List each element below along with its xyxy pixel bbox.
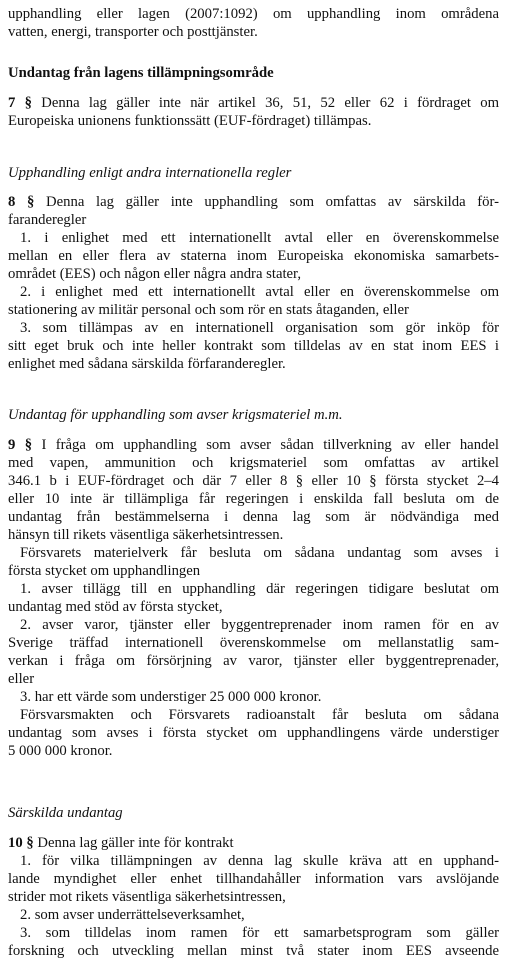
paragraph-10-line: strider mot rikets väsentliga säkerhetsintressen, <box>8 889 286 905</box>
paragraph-8-line: enlighet med sådana särskilda förfaranderegler. <box>8 356 286 372</box>
paragraph-8-line: sitt eget bruk och inte heller kontrakt som tilldelas av en stat inom EES i <box>8 338 499 354</box>
section-heading: Undantag från lagens tillämpningsområde <box>8 65 274 81</box>
paragraph-9-line: undantag som avses i första stycket om upphandlingens värde understiger <box>8 725 499 741</box>
paragraph-number: 10 § <box>8 835 34 851</box>
paragraph-9-line: 3. har ett värde som understiger 25 000 000 kronor. <box>20 689 322 705</box>
paragraph-8-line: 8 § Denna lag gäller inte upphandling som omfattas av särskilda för- <box>8 194 500 210</box>
paragraph-10-line: 10 § Denna lag gäller inte för kontrakt <box>8 835 234 851</box>
paragraph-9-line: hänsyn till rikets väsentliga säkerhetsintressen. <box>8 527 284 543</box>
paragraph-number: 8 § <box>8 194 35 210</box>
paragraph-9-line: undantag från bestämmelserna i denna lag som är nödvändiga med <box>8 509 499 525</box>
paragraph-9-line: eller <box>8 671 35 687</box>
paragraph-7-line: 7 § Denna lag gäller inte när artikel 36, 51, 52 eller 62 i fördraget om <box>8 95 499 111</box>
paragraph-8-line: 3. som tillämpas av en internationell organisation som gör inköp för <box>20 320 499 336</box>
paragraph-8-line: området (EES) och någon eller några andra stater, <box>8 266 302 282</box>
paragraph-8-line: 1. i enlighet med ett internationellt avtal eller en överenskommelse <box>20 230 499 246</box>
section-heading: Undantag för upphandling som avser krigsmateriel m.m. <box>8 407 343 423</box>
paragraph-8-line: 2. i enlighet med ett internationellt avtal eller en överenskommelse om <box>20 284 499 300</box>
section-heading: Upphandling enligt andra internationella regler <box>8 165 292 181</box>
paragraph-9-line: första stycket om upphandlingen <box>8 563 201 579</box>
paragraph-10-line: lande myndighet eller enhet tillhandahåller information vars avslöjande <box>8 871 499 887</box>
paragraph-9-line: Sverige träffad internationell överenskommelse om mellanstatlig sam- <box>8 635 499 651</box>
paragraph-9-line: 2. avser varor, tjänster eller byggentreprenader inom ramen för en av <box>20 617 499 633</box>
paragraph-9-line: 9 § I fråga om upphandling som avser sådan tillverkning av eller handel <box>8 437 499 453</box>
paragraph-10-line: 2. som avser underrättelseverksamhet, <box>20 907 245 923</box>
paragraph-10-line: 3. som tilldelas inom ramen för ett samarbetsprogram som gäller <box>20 925 499 941</box>
paragraph-9-line: 5 000 000 kronor. <box>8 743 113 759</box>
paragraph-8-line: stationering av militär personal och som rör en stats åtaganden, eller <box>8 302 409 318</box>
paragraph-9-line: Försvarets materielverk får besluta om sådana undantag som avses i <box>20 545 499 561</box>
paragraph-number: 7 § <box>8 95 32 111</box>
paragraph-9-line: 346.1 b i EUF-fördraget och där 7 eller 8 § eller 10 § första stycket 2–4 <box>8 473 499 489</box>
paragraph-10-line: 1. för vilka tillämpningen av denna lag skulle kräva att en upphand- <box>20 853 499 869</box>
section-heading: Särskilda undantag <box>8 805 123 821</box>
paragraph-9-line: undantag med stöd av första stycket, <box>8 599 223 615</box>
paragraph-9-line: med vapen, ammunition och krigsmateriel som omfattas av artikel <box>8 455 499 471</box>
paragraph-9-line: verkan i fråga om försörjning av varor, tjänster eller byggentreprenader, <box>8 653 499 669</box>
paragraph-9-line: Försvarsmakten och Försvarets radioanstalt får besluta om sådana <box>20 707 499 723</box>
paragraph-9-line: eller 10 inte är tillämpliga får regeringen i enskilda fall besluta om de <box>8 491 499 507</box>
paragraph-10-line: forskning och utveckling mellan minst två stater inom EES avseende <box>8 943 499 959</box>
paragraph-8-line: mellan en eller flera av staterna inom Europeiska ekonomiska samarbets- <box>8 248 499 264</box>
text-line: upphandling eller lagen (2007:1092) om upphandling inom områdena <box>8 6 499 22</box>
text-line: vatten, energi, transporter och posttjänster. <box>8 24 258 40</box>
paragraph-number: 9 § <box>8 437 33 453</box>
paragraph-8-line: faranderegler <box>8 212 87 228</box>
paragraph-7-line: Europeiska unionens funktionssätt (EUF-fördraget) tillämpas. <box>8 113 372 129</box>
paragraph-9-line: 1. avser tillägg till en upphandling där regeringen tidigare beslutat om <box>20 581 499 597</box>
